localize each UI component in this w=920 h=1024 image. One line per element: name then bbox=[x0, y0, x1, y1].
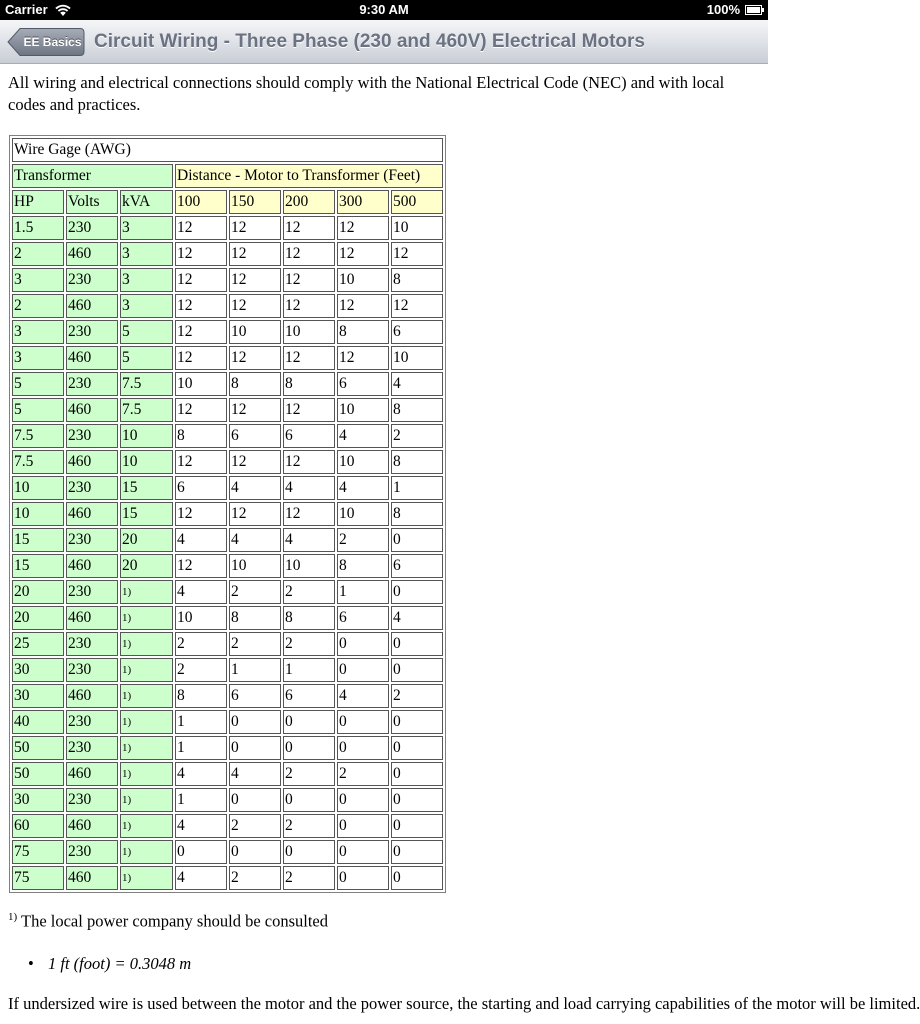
gage-300-cell: 1 bbox=[337, 580, 389, 604]
battery-percentage: 100% bbox=[706, 2, 740, 17]
kva-cell: 1) bbox=[120, 684, 173, 708]
gage-200-cell: 12 bbox=[283, 398, 335, 422]
gage-200-cell: 4 bbox=[283, 528, 335, 552]
gage-150-cell: 1 bbox=[229, 658, 281, 682]
gage-500-cell: 0 bbox=[391, 840, 443, 864]
gage-100-cell: 1 bbox=[175, 736, 227, 760]
hp-cell: 15 bbox=[12, 554, 64, 578]
gage-200-cell: 2 bbox=[283, 580, 335, 604]
gage-300-cell: 0 bbox=[337, 632, 389, 656]
hp-cell: 5 bbox=[12, 372, 64, 396]
gage-200-cell: 12 bbox=[283, 450, 335, 474]
gage-100-cell: 12 bbox=[175, 242, 227, 266]
gage-150-cell: 12 bbox=[229, 242, 281, 266]
gage-300-cell: 12 bbox=[337, 346, 389, 370]
gage-100-cell: 4 bbox=[175, 580, 227, 604]
table-row bbox=[12, 294, 443, 318]
gage-200-cell: 2 bbox=[283, 814, 335, 838]
hp-cell: 75 bbox=[12, 840, 64, 864]
volts-cell: 460 bbox=[66, 684, 118, 708]
kva-cell: 1) bbox=[120, 736, 173, 760]
kva-header: kVA bbox=[120, 190, 173, 214]
conversion-note: 1 ft (foot) = 0.3048 m bbox=[48, 954, 192, 973]
gage-100-cell: 12 bbox=[175, 346, 227, 370]
hp-cell: 15 bbox=[12, 528, 64, 552]
gage-300-cell: 12 bbox=[337, 242, 389, 266]
volts-cell: 230 bbox=[66, 580, 118, 604]
gage-200-cell: 1 bbox=[283, 658, 335, 682]
volts-cell: 230 bbox=[66, 372, 118, 396]
gage-500-cell: 0 bbox=[391, 762, 443, 786]
hp-cell: 3 bbox=[12, 346, 64, 370]
gage-500-cell: 0 bbox=[391, 658, 443, 682]
gage-100-cell: 12 bbox=[175, 554, 227, 578]
gage-100-cell: 10 bbox=[175, 606, 227, 630]
gage-500-cell: 8 bbox=[391, 268, 443, 292]
gage-300-cell: 4 bbox=[337, 424, 389, 448]
gage-150-cell: 2 bbox=[229, 866, 281, 890]
hp-cell: 1.5 bbox=[12, 216, 64, 240]
volts-cell: 460 bbox=[66, 502, 118, 526]
gage-500-cell: 0 bbox=[391, 736, 443, 760]
kva-cell: 3 bbox=[120, 294, 173, 318]
hp-cell: 30 bbox=[12, 788, 64, 812]
navigation-bar bbox=[0, 20, 768, 64]
kva-cell: 1) bbox=[120, 658, 173, 682]
battery-icon bbox=[745, 5, 764, 15]
gage-100-cell: 12 bbox=[175, 320, 227, 344]
gage-300-cell: 8 bbox=[337, 554, 389, 578]
gage-150-cell: 12 bbox=[229, 216, 281, 240]
volts-cell: 460 bbox=[66, 242, 118, 266]
gage-500-cell: 0 bbox=[391, 580, 443, 604]
gage-300-cell: 2 bbox=[337, 528, 389, 552]
gage-200-cell: 10 bbox=[283, 554, 335, 578]
gage-100-cell: 4 bbox=[175, 866, 227, 890]
gage-100-cell: 1 bbox=[175, 710, 227, 734]
hp-cell: 30 bbox=[12, 684, 64, 708]
table-row bbox=[12, 710, 443, 734]
volts-cell: 230 bbox=[66, 528, 118, 552]
volts-cell: 230 bbox=[66, 268, 118, 292]
volts-cell: 230 bbox=[66, 658, 118, 682]
table-row bbox=[12, 320, 443, 344]
gage-300-cell: 6 bbox=[337, 372, 389, 396]
gage-150-cell: 10 bbox=[229, 320, 281, 344]
gage-100-cell: 4 bbox=[175, 528, 227, 552]
gage-150-cell: 0 bbox=[229, 788, 281, 812]
table-row bbox=[12, 632, 443, 656]
table-row bbox=[12, 268, 443, 292]
table-row bbox=[12, 736, 443, 760]
gage-300-cell: 10 bbox=[337, 398, 389, 422]
kva-cell: 7.5 bbox=[120, 372, 173, 396]
kva-cell: 15 bbox=[120, 502, 173, 526]
gage-300-cell: 0 bbox=[337, 736, 389, 760]
hp-cell: 2 bbox=[12, 294, 64, 318]
hp-cell: 3 bbox=[12, 268, 64, 292]
gage-500-cell: 6 bbox=[391, 320, 443, 344]
volts-cell: 230 bbox=[66, 424, 118, 448]
gage-200-cell: 8 bbox=[283, 372, 335, 396]
table-caption: Wire Gage (AWG) bbox=[12, 138, 443, 162]
gage-300-cell: 0 bbox=[337, 866, 389, 890]
table-row bbox=[12, 528, 443, 552]
distance-100-header: 100 bbox=[175, 190, 227, 214]
table-row bbox=[12, 424, 443, 448]
gage-200-cell: 2 bbox=[283, 866, 335, 890]
gage-500-cell: 0 bbox=[391, 866, 443, 890]
gage-100-cell: 2 bbox=[175, 658, 227, 682]
gage-500-cell: 0 bbox=[391, 814, 443, 838]
kva-cell: 1) bbox=[120, 762, 173, 786]
hp-cell: 75 bbox=[12, 866, 64, 890]
carrier-label: Carrier bbox=[5, 2, 48, 17]
gage-150-cell: 4 bbox=[229, 476, 281, 500]
kva-cell: 1) bbox=[120, 840, 173, 864]
gage-500-cell: 8 bbox=[391, 450, 443, 474]
kva-cell: 15 bbox=[120, 476, 173, 500]
hp-cell: 7.5 bbox=[12, 424, 64, 448]
gage-500-cell: 4 bbox=[391, 372, 443, 396]
volts-cell: 230 bbox=[66, 632, 118, 656]
distance-200-header: 200 bbox=[283, 190, 335, 214]
gage-150-cell: 12 bbox=[229, 450, 281, 474]
volts-cell: 230 bbox=[66, 736, 118, 760]
volts-cell: 460 bbox=[66, 866, 118, 890]
gage-300-cell: 4 bbox=[337, 476, 389, 500]
kva-cell: 1) bbox=[120, 788, 173, 812]
gage-500-cell: 6 bbox=[391, 554, 443, 578]
kva-cell: 1) bbox=[120, 580, 173, 604]
status-time: 9:30 AM bbox=[359, 2, 409, 17]
footnote-text: The local power company should be consulted bbox=[21, 911, 328, 931]
volts-cell: 230 bbox=[66, 710, 118, 734]
hp-cell: 3 bbox=[12, 320, 64, 344]
gage-500-cell: 2 bbox=[391, 424, 443, 448]
gage-100-cell: 10 bbox=[175, 372, 227, 396]
gage-200-cell: 12 bbox=[283, 346, 335, 370]
gage-200-cell: 10 bbox=[283, 320, 335, 344]
gage-150-cell: 6 bbox=[229, 684, 281, 708]
gage-300-cell: 10 bbox=[337, 502, 389, 526]
table-row bbox=[12, 606, 443, 630]
gage-100-cell: 0 bbox=[175, 840, 227, 864]
hp-cell: 5 bbox=[12, 398, 64, 422]
volts-cell: 460 bbox=[66, 294, 118, 318]
undersized-wire-paragraph: If undersized wire is used between the motor and the power source, the starting and load carrying capabilities of the motor will be limited. bbox=[8, 994, 920, 1013]
volts-cell: 230 bbox=[66, 476, 118, 500]
gage-500-cell: 12 bbox=[391, 242, 443, 266]
gage-500-cell: 8 bbox=[391, 502, 443, 526]
table-row bbox=[12, 502, 443, 526]
gage-300-cell: 10 bbox=[337, 450, 389, 474]
gage-100-cell: 12 bbox=[175, 294, 227, 318]
bullet-icon: • bbox=[28, 954, 34, 973]
gage-200-cell: 6 bbox=[283, 424, 335, 448]
gage-200-cell: 12 bbox=[283, 268, 335, 292]
kva-cell: 7.5 bbox=[120, 398, 173, 422]
kva-cell: 3 bbox=[120, 242, 173, 266]
gage-150-cell: 6 bbox=[229, 424, 281, 448]
gage-300-cell: 2 bbox=[337, 762, 389, 786]
table-row bbox=[12, 658, 443, 682]
transformer-header: Transformer bbox=[12, 164, 173, 188]
volts-cell: 460 bbox=[66, 398, 118, 422]
table-row bbox=[12, 762, 443, 786]
kva-cell: 5 bbox=[120, 320, 173, 344]
distance-header: Distance - Motor to Transformer (Feet) bbox=[175, 164, 443, 188]
article-content bbox=[8, 63, 920, 1013]
gage-100-cell: 8 bbox=[175, 424, 227, 448]
kva-cell: 20 bbox=[120, 528, 173, 552]
hp-cell: 10 bbox=[12, 502, 64, 526]
table-row bbox=[12, 554, 443, 578]
kva-cell: 3 bbox=[120, 216, 173, 240]
gage-300-cell: 4 bbox=[337, 684, 389, 708]
gage-500-cell: 0 bbox=[391, 632, 443, 656]
gage-100-cell: 2 bbox=[175, 632, 227, 656]
hp-cell: 7.5 bbox=[12, 450, 64, 474]
gage-150-cell: 0 bbox=[229, 840, 281, 864]
table-row bbox=[12, 398, 443, 422]
hp-cell: 25 bbox=[12, 632, 64, 656]
gage-300-cell: 10 bbox=[337, 268, 389, 292]
gage-200-cell: 12 bbox=[283, 502, 335, 526]
kva-cell: 3 bbox=[120, 268, 173, 292]
back-button[interactable] bbox=[7, 27, 85, 57]
gage-500-cell: 2 bbox=[391, 684, 443, 708]
gage-150-cell: 12 bbox=[229, 502, 281, 526]
gage-200-cell: 0 bbox=[283, 788, 335, 812]
table-group-header-row bbox=[12, 164, 443, 188]
gage-300-cell: 12 bbox=[337, 294, 389, 318]
kva-cell: 1) bbox=[120, 606, 173, 630]
table-row bbox=[12, 684, 443, 708]
gage-100-cell: 8 bbox=[175, 684, 227, 708]
kva-cell: 10 bbox=[120, 424, 173, 448]
volts-cell: 460 bbox=[66, 814, 118, 838]
hp-cell: 10 bbox=[12, 476, 64, 500]
gage-300-cell: 0 bbox=[337, 710, 389, 734]
table-row bbox=[12, 346, 443, 370]
distance-300-header: 300 bbox=[337, 190, 389, 214]
hp-cell: 50 bbox=[12, 762, 64, 786]
gage-300-cell: 12 bbox=[337, 216, 389, 240]
volts-cell: 460 bbox=[66, 762, 118, 786]
gage-150-cell: 8 bbox=[229, 372, 281, 396]
gage-500-cell: 10 bbox=[391, 216, 443, 240]
gage-150-cell: 4 bbox=[229, 528, 281, 552]
kva-cell: 1) bbox=[120, 866, 173, 890]
gage-500-cell: 0 bbox=[391, 788, 443, 812]
gage-200-cell: 2 bbox=[283, 762, 335, 786]
table-row bbox=[12, 788, 443, 812]
gage-300-cell: 8 bbox=[337, 320, 389, 344]
gage-150-cell: 2 bbox=[229, 632, 281, 656]
gage-200-cell: 0 bbox=[283, 840, 335, 864]
volts-cell: 460 bbox=[66, 606, 118, 630]
gage-300-cell: 0 bbox=[337, 840, 389, 864]
gage-500-cell: 1 bbox=[391, 476, 443, 500]
hp-cell: 20 bbox=[12, 606, 64, 630]
volts-header: Volts bbox=[66, 190, 118, 214]
gage-500-cell: 0 bbox=[391, 710, 443, 734]
table-caption-row bbox=[12, 138, 443, 162]
gage-100-cell: 6 bbox=[175, 476, 227, 500]
gage-150-cell: 0 bbox=[229, 736, 281, 760]
table-row bbox=[12, 476, 443, 500]
kva-cell: 1) bbox=[120, 710, 173, 734]
gage-100-cell: 12 bbox=[175, 450, 227, 474]
gage-100-cell: 12 bbox=[175, 268, 227, 292]
gage-100-cell: 1 bbox=[175, 788, 227, 812]
gage-200-cell: 0 bbox=[283, 710, 335, 734]
gage-150-cell: 8 bbox=[229, 606, 281, 630]
footnote bbox=[8, 906, 328, 933]
wire-gage-table bbox=[9, 135, 446, 893]
table-row bbox=[12, 580, 443, 604]
volts-cell: 230 bbox=[66, 840, 118, 864]
gage-300-cell: 0 bbox=[337, 658, 389, 682]
page-title: Circuit Wiring - Three Phase (230 and 460V) Electrical Motors bbox=[94, 31, 645, 52]
table-row bbox=[12, 450, 443, 474]
kva-cell: 10 bbox=[120, 450, 173, 474]
table-row bbox=[12, 814, 443, 838]
gage-100-cell: 12 bbox=[175, 398, 227, 422]
gage-500-cell: 8 bbox=[391, 398, 443, 422]
gage-500-cell: 12 bbox=[391, 294, 443, 318]
status-bar bbox=[0, 0, 768, 20]
gage-100-cell: 4 bbox=[175, 814, 227, 838]
gage-150-cell: 12 bbox=[229, 398, 281, 422]
table-row bbox=[12, 216, 443, 240]
gage-300-cell: 0 bbox=[337, 788, 389, 812]
gage-150-cell: 12 bbox=[229, 268, 281, 292]
gage-500-cell: 4 bbox=[391, 606, 443, 630]
kva-cell: 20 bbox=[120, 554, 173, 578]
gage-150-cell: 2 bbox=[229, 580, 281, 604]
gage-200-cell: 12 bbox=[283, 294, 335, 318]
back-button-label: EE Basics bbox=[23, 35, 82, 49]
gage-500-cell: 0 bbox=[391, 528, 443, 552]
gage-100-cell: 12 bbox=[175, 216, 227, 240]
distance-500-header: 500 bbox=[391, 190, 443, 214]
gage-100-cell: 12 bbox=[175, 502, 227, 526]
table-column-header-row bbox=[12, 190, 443, 214]
table-row bbox=[12, 242, 443, 266]
kva-cell: 1) bbox=[120, 814, 173, 838]
hp-header: HP bbox=[12, 190, 64, 214]
gage-200-cell: 6 bbox=[283, 684, 335, 708]
table-row bbox=[12, 372, 443, 396]
gage-200-cell: 8 bbox=[283, 606, 335, 630]
volts-cell: 460 bbox=[66, 450, 118, 474]
kva-cell: 5 bbox=[120, 346, 173, 370]
volts-cell: 230 bbox=[66, 216, 118, 240]
gage-150-cell: 0 bbox=[229, 710, 281, 734]
gage-150-cell: 2 bbox=[229, 814, 281, 838]
gage-150-cell: 4 bbox=[229, 762, 281, 786]
gage-200-cell: 4 bbox=[283, 476, 335, 500]
hp-cell: 50 bbox=[12, 736, 64, 760]
gage-200-cell: 0 bbox=[283, 736, 335, 760]
intro-paragraph: All wiring and electrical connections should comply with the National Electrical Code (NEC) and with local codes and practices. bbox=[8, 73, 725, 114]
gage-200-cell: 12 bbox=[283, 216, 335, 240]
hp-cell: 20 bbox=[12, 580, 64, 604]
table-row bbox=[12, 866, 443, 890]
gage-100-cell: 4 bbox=[175, 762, 227, 786]
hp-cell: 40 bbox=[12, 710, 64, 734]
footnote-marker: 1) bbox=[8, 911, 18, 923]
gage-200-cell: 12 bbox=[283, 242, 335, 266]
table-row bbox=[12, 840, 443, 864]
gage-300-cell: 6 bbox=[337, 606, 389, 630]
gage-150-cell: 10 bbox=[229, 554, 281, 578]
volts-cell: 460 bbox=[66, 554, 118, 578]
gage-150-cell: 12 bbox=[229, 346, 281, 370]
gage-200-cell: 2 bbox=[283, 632, 335, 656]
hp-cell: 60 bbox=[12, 814, 64, 838]
gage-150-cell: 12 bbox=[229, 294, 281, 318]
volts-cell: 230 bbox=[66, 788, 118, 812]
volts-cell: 230 bbox=[66, 320, 118, 344]
distance-150-header: 150 bbox=[229, 190, 281, 214]
gage-300-cell: 0 bbox=[337, 814, 389, 838]
hp-cell: 2 bbox=[12, 242, 64, 266]
gage-500-cell: 10 bbox=[391, 346, 443, 370]
kva-cell: 1) bbox=[120, 632, 173, 656]
volts-cell: 460 bbox=[66, 346, 118, 370]
hp-cell: 30 bbox=[12, 658, 64, 682]
